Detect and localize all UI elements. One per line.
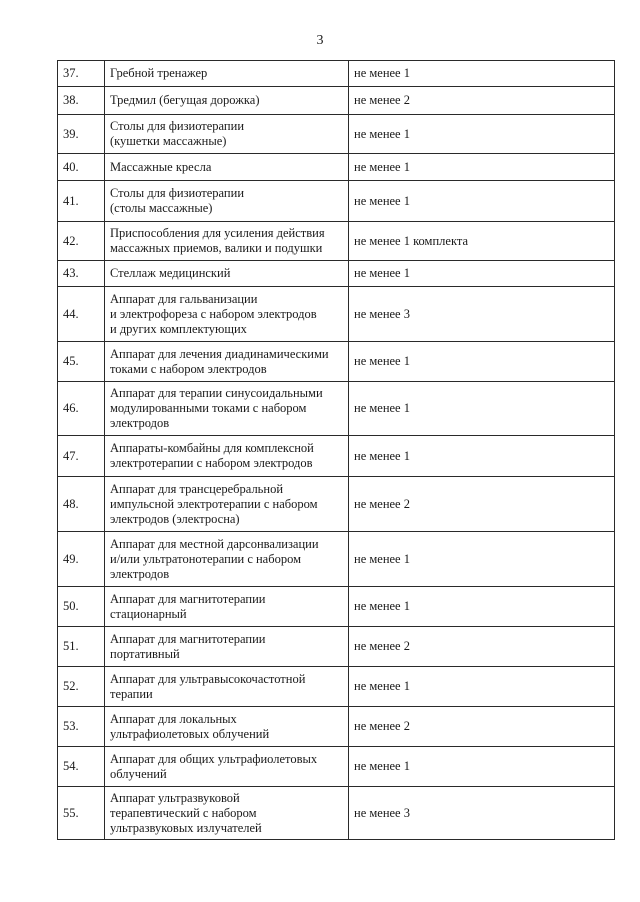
row-number: 49. [58,532,105,587]
row-number: 54. [58,747,105,787]
equipment-quantity: не менее 1 [349,154,615,181]
equipment-name [105,154,349,181]
equipment-name-line: Столы для физиотерапии [110,186,245,200]
equipment-quantity: не менее 1 [349,115,615,154]
equipment-name-line: электродов [110,566,170,581]
equipment-name-line: Аппарат для магнитотерапии [110,631,266,646]
table-row [58,382,615,436]
row-number: 45. [58,342,105,382]
table-row [58,436,615,477]
table-row [58,667,615,707]
equipment-name-line: Тредмил (бегущая дорожка) [110,93,260,107]
equipment-name [105,382,349,436]
equipment-name-line: импульсной электротерапии с набором [110,496,318,511]
equipment-name-line: Гребной тренажер [110,66,208,80]
equipment-name-line: ультрафиолетовых облучений [110,726,270,741]
equipment-name-line: Аппарат для общих ультрафиолетовых [110,751,318,766]
equipment-quantity: не менее 2 [349,707,615,747]
table-row [58,181,615,222]
row-number: 48. [58,477,105,532]
row-number: 43. [58,261,105,287]
equipment-name-line: Аппарат ультразвуковой [110,790,240,805]
equipment-name-line: Аппарат для локальных [110,711,237,726]
equipment-name-line: (столы массажные) [110,201,213,215]
row-number: 41. [58,181,105,222]
equipment-name-line: Аппарат для гальванизации [110,291,258,306]
equipment-name [105,222,349,261]
equipment-quantity: не менее 2 [349,87,615,115]
equipment-name-line: портативный [110,646,180,661]
equipment-quantity: не менее 1 [349,436,615,477]
row-number: 55. [58,787,105,840]
equipment-name-line: электродов (электросна) [110,511,240,526]
table-row [58,532,615,587]
equipment-name-line: Аппарат для местной дарсонвализации [110,536,319,551]
equipment-quantity: не менее 1 комплекта [349,222,615,261]
equipment-name-line: стационарный [110,606,187,621]
equipment-name-line: модулированными токами с набором [110,401,307,415]
equipment-table [57,60,615,840]
equipment-name-line: облучений [110,766,167,781]
equipment-quantity: не менее 3 [349,287,615,342]
equipment-name [105,707,349,747]
table-row [58,587,615,627]
equipment-quantity: не менее 1 [349,382,615,436]
equipment-name [105,587,349,627]
table-row [58,627,615,667]
table-row [58,261,615,287]
table-row [58,154,615,181]
row-number: 44. [58,287,105,342]
table-row [58,342,615,382]
equipment-name-line: и других комплектующих [110,321,247,336]
equipment-name [105,261,349,287]
equipment-name-line: Аппараты-комбайны для комплексной [110,441,314,455]
equipment-quantity: не менее 1 [349,181,615,222]
equipment-name-line: массажных приемов, валики и подушки [110,241,323,255]
equipment-name-line: и электрофореза с набором электродов [110,306,317,321]
equipment-name-line: Аппарат для трансцеребральной [110,481,284,496]
equipment-name [105,627,349,667]
row-number: 52. [58,667,105,707]
equipment-name [105,787,349,840]
row-number: 37. [58,61,105,87]
equipment-quantity: не менее 1 [349,667,615,707]
equipment-name-line: электротерапии с набором электродов [110,456,313,470]
equipment-quantity: не менее 3 [349,787,615,840]
equipment-name-line: Аппарат для ультравысокочастотной [110,671,306,686]
equipment-name [105,342,349,382]
equipment-name [105,181,349,222]
page-number: 3 [316,33,324,48]
equipment-name-line: электродов [110,416,170,430]
equipment-name [105,436,349,477]
table-row [58,707,615,747]
equipment-name-line: Приспособления для усиления действия [110,226,325,240]
table-row [58,61,615,87]
row-number: 39. [58,115,105,154]
equipment-name [105,667,349,707]
table-row [58,287,615,342]
equipment-quantity: не менее 2 [349,627,615,667]
equipment-name [105,87,349,115]
equipment-name-line: токами с набором электродов [110,361,267,376]
row-number: 42. [58,222,105,261]
equipment-quantity: не менее 1 [349,261,615,287]
equipment-name-line: терапии [110,686,153,701]
equipment-table-body [58,61,615,840]
equipment-name-line: Стеллаж медицинский [110,266,231,280]
equipment-name-line: Аппарат для магнитотерапии [110,591,266,606]
equipment-name [105,477,349,532]
equipment-quantity: не менее 1 [349,532,615,587]
row-number: 50. [58,587,105,627]
equipment-name [105,61,349,87]
equipment-quantity: не менее 1 [349,342,615,382]
row-number: 38. [58,87,105,115]
table-row [58,477,615,532]
equipment-name [105,115,349,154]
equipment-name-line: и/или ультратонотерапии с набором [110,551,302,566]
equipment-name [105,287,349,342]
row-number: 40. [58,154,105,181]
table-row [58,87,615,115]
row-number: 53. [58,707,105,747]
equipment-quantity: не менее 1 [349,587,615,627]
equipment-name-line: (кушетки массажные) [110,134,227,148]
equipment-quantity: не менее 1 [349,61,615,87]
row-number: 46. [58,382,105,436]
table-row [58,115,615,154]
row-number: 47. [58,436,105,477]
equipment-name-line: ультразвуковых излучателей [110,820,262,835]
equipment-name-line: Аппарат для терапии синусоидальными [110,386,323,400]
table-row [58,747,615,787]
equipment-name-line: терапевтический с набором [110,805,257,820]
equipment-name-line: Массажные кресла [110,159,212,174]
equipment-name-line: Аппарат для лечения диадинамическими [110,346,329,361]
table-row [58,787,615,840]
equipment-name [105,747,349,787]
equipment-quantity: не менее 2 [349,477,615,532]
table-row [58,222,615,261]
equipment-quantity: не менее 1 [349,747,615,787]
row-number: 51. [58,627,105,667]
equipment-name [105,532,349,587]
equipment-name-line: Столы для физиотерапии [110,119,245,133]
